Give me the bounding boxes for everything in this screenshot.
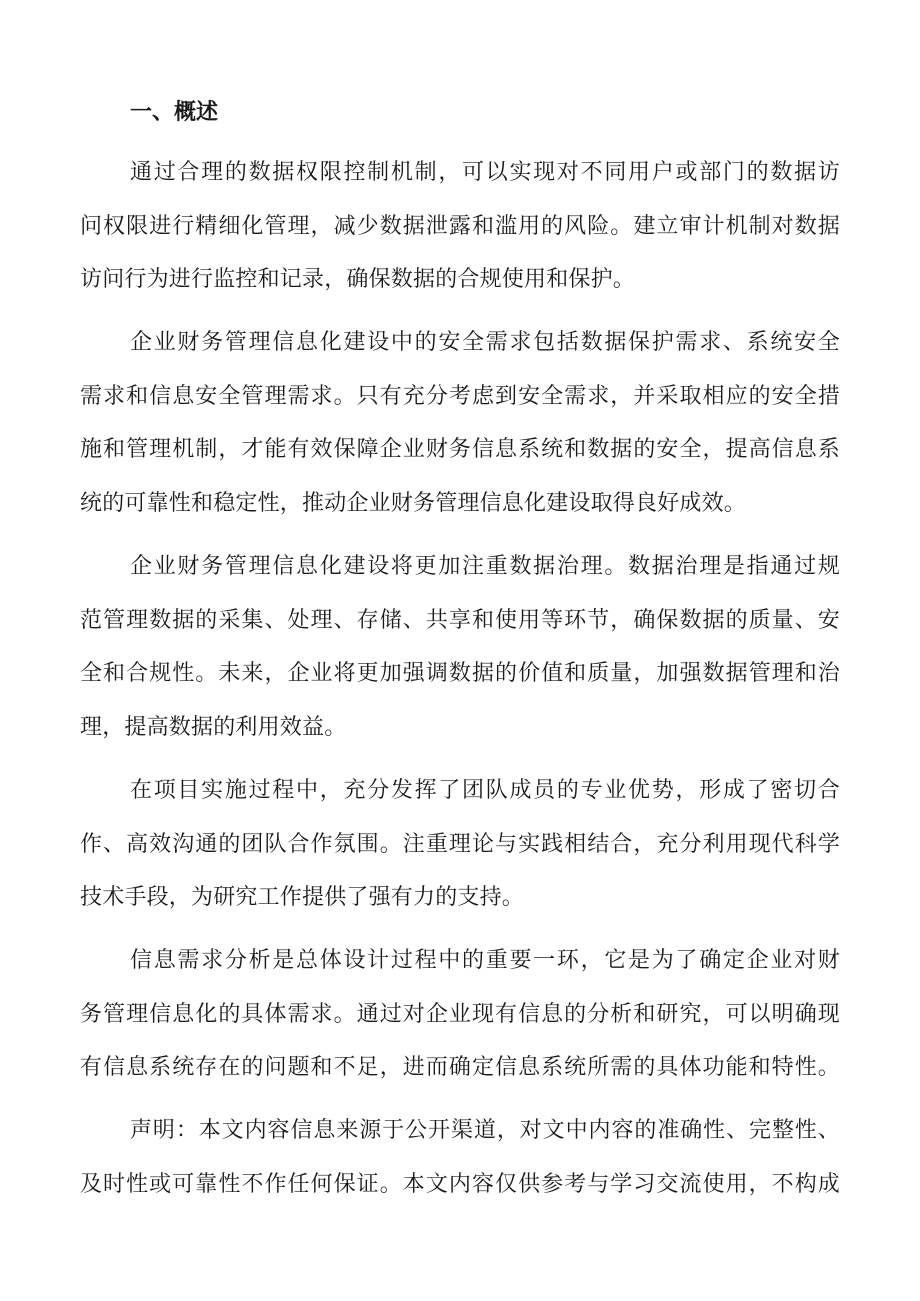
paragraph-line: 作、高效沟通的团队合作氛围。注重理论与实践相结合，充分利用现代科学 xyxy=(80,831,840,857)
paragraph-line: 通过合理的数据权限控制机制，可以实现对不同用户或部门的数据访 xyxy=(130,160,840,185)
paragraph-line: 访问行为进行监控和记录，确保数据的合规使用和保护。 xyxy=(80,267,636,292)
paragraph-data-governance xyxy=(80,540,840,754)
section-heading: 一、概述 xyxy=(130,100,219,125)
paragraph-line: 企业财务管理信息化建设将更加注重数据治理。数据治理是指通过规 xyxy=(130,554,840,579)
paragraph-line: 统的可靠性和稳定性，推动企业财务管理信息化建设取得良好成效。 xyxy=(80,490,747,516)
paragraph-disclaimer xyxy=(80,1104,840,1211)
paragraph-security-requirements xyxy=(80,316,840,530)
paragraph-line: 声明：本文内容信息来源于公开渠道，对文中内容的准确性、完整性、 xyxy=(130,1118,840,1143)
paragraph-line: 理，提高数据的利用效益。 xyxy=(80,714,347,740)
paragraph-line: 技术手段，为研究工作提供了强有力的支持。 xyxy=(80,885,525,910)
paragraph-line: 范管理数据的采集、处理、存储、共享和使用等环节，确保数据的质量、安 xyxy=(80,607,840,633)
paragraph-line: 施和管理机制，才能有效保障企业财务信息系统和数据的安全，提高信息系 xyxy=(80,437,840,462)
paragraph-line: 及时性或可靠性不作任何保证。本文内容仅供参考与学习交流使用，不构成 xyxy=(80,1171,840,1197)
paragraph-data-permission xyxy=(80,146,840,307)
paragraph-line: 在项目实施过程中，充分发挥了团队成员的专业优势，形成了密切合 xyxy=(130,778,840,803)
paragraph-line: 信息需求分析是总体设计过程中的重要一环，它是为了确定企业对财 xyxy=(130,948,840,973)
paragraph-project-implementation xyxy=(80,764,840,925)
paragraph-line: 有信息系统存在的问题和不足，进而确定信息系统所需的具体功能和特性。 xyxy=(80,1055,840,1080)
paragraph-line: 企业财务管理信息化建设中的安全需求包括数据保护需求、系统安全 xyxy=(130,330,840,355)
paragraph-information-requirements xyxy=(80,934,840,1095)
paragraph-line: 全和合规性。未来，企业将更加强调数据的价值和质量，加强数据管理和治 xyxy=(80,661,840,686)
paragraph-line: 需求和信息安全管理需求。只有充分考虑到安全需求，并采取相应的安全措 xyxy=(80,383,840,409)
paragraph-line: 问权限进行精细化管理，减少数据泄露和滥用的风险。建立审计机制对数据 xyxy=(80,213,840,239)
paragraph-line: 务管理信息化的具体需求。通过对企业现有信息的分析和研究，可以明确现 xyxy=(80,1001,840,1027)
